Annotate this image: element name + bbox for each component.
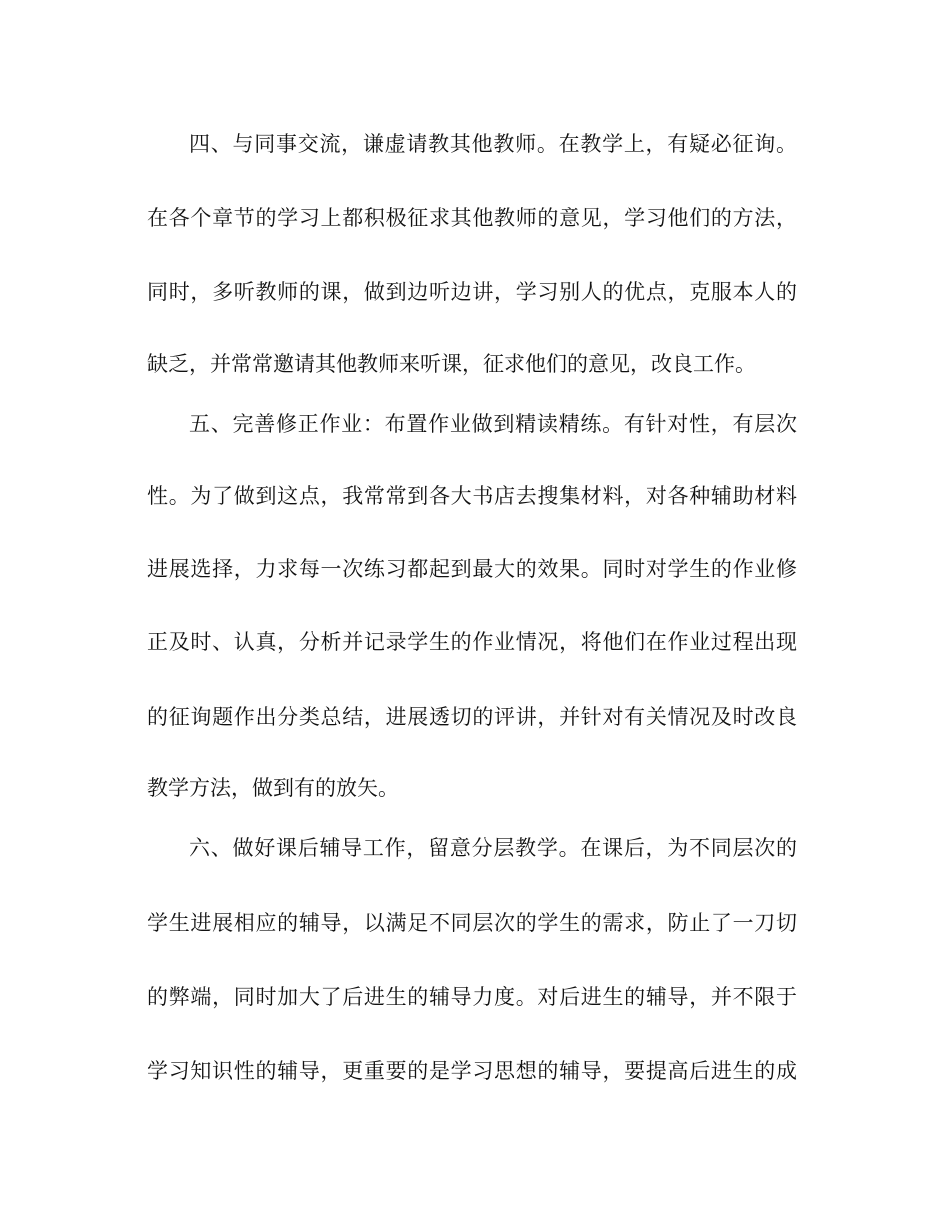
paragraph-6-line-2: 学生进展相应的辅导，以满足不同层次的学生的需求，防止了一刀切	[147, 911, 797, 935]
paragraph-4-line-2: 在各个章节的学习上都积极征求其他教师的意见，学习他们的方法，	[147, 206, 797, 230]
paragraph-4-line-1: 四、与同事交流，谦虚请教其他教师。在教学上，有疑必征询。	[189, 132, 797, 156]
paragraph-5-line-6: 教学方法，做到有的放矢。	[147, 776, 399, 800]
paragraph-6-line-4: 学习知识性的辅导，更重要的是学习思想的辅导，要提高后进生的成	[147, 1059, 797, 1083]
paragraph-6-line-3: 的弊端，同时加大了后进生的辅导力度。对后进生的辅导，并不限于	[147, 985, 797, 1009]
paragraph-5-line-5: 的征询题作出分类总结，进展透切的评讲，并针对有关情况及时改良	[147, 705, 797, 729]
paragraph-4-line-4: 缺乏，并常常邀请其他教师来听课，征求他们的意见，改良工作。	[147, 352, 756, 376]
paragraph-5-line-2: 性。为了做到这点，我常常到各大书店去搜集材料，对各种辅助材料	[147, 484, 797, 508]
paragraph-4-line-3: 同时，多听教师的课，做到边听边讲，学习别人的优点，克服本人的	[147, 280, 797, 304]
paragraph-5-line-3: 进展选择，力求每一次练习都起到最大的效果。同时对学生的作业修	[147, 557, 797, 581]
paragraph-5-line-4: 正及时、认真，分析并记录学生的作业情况，将他们在作业过程出现	[147, 630, 797, 654]
paragraph-6-line-1: 六、做好课后辅导工作，留意分层教学。在课后，为不同层次的	[189, 836, 797, 860]
paragraph-5-line-1: 五、完善修正作业：布置作业做到精读精练。有针对性，有层次	[189, 412, 797, 436]
